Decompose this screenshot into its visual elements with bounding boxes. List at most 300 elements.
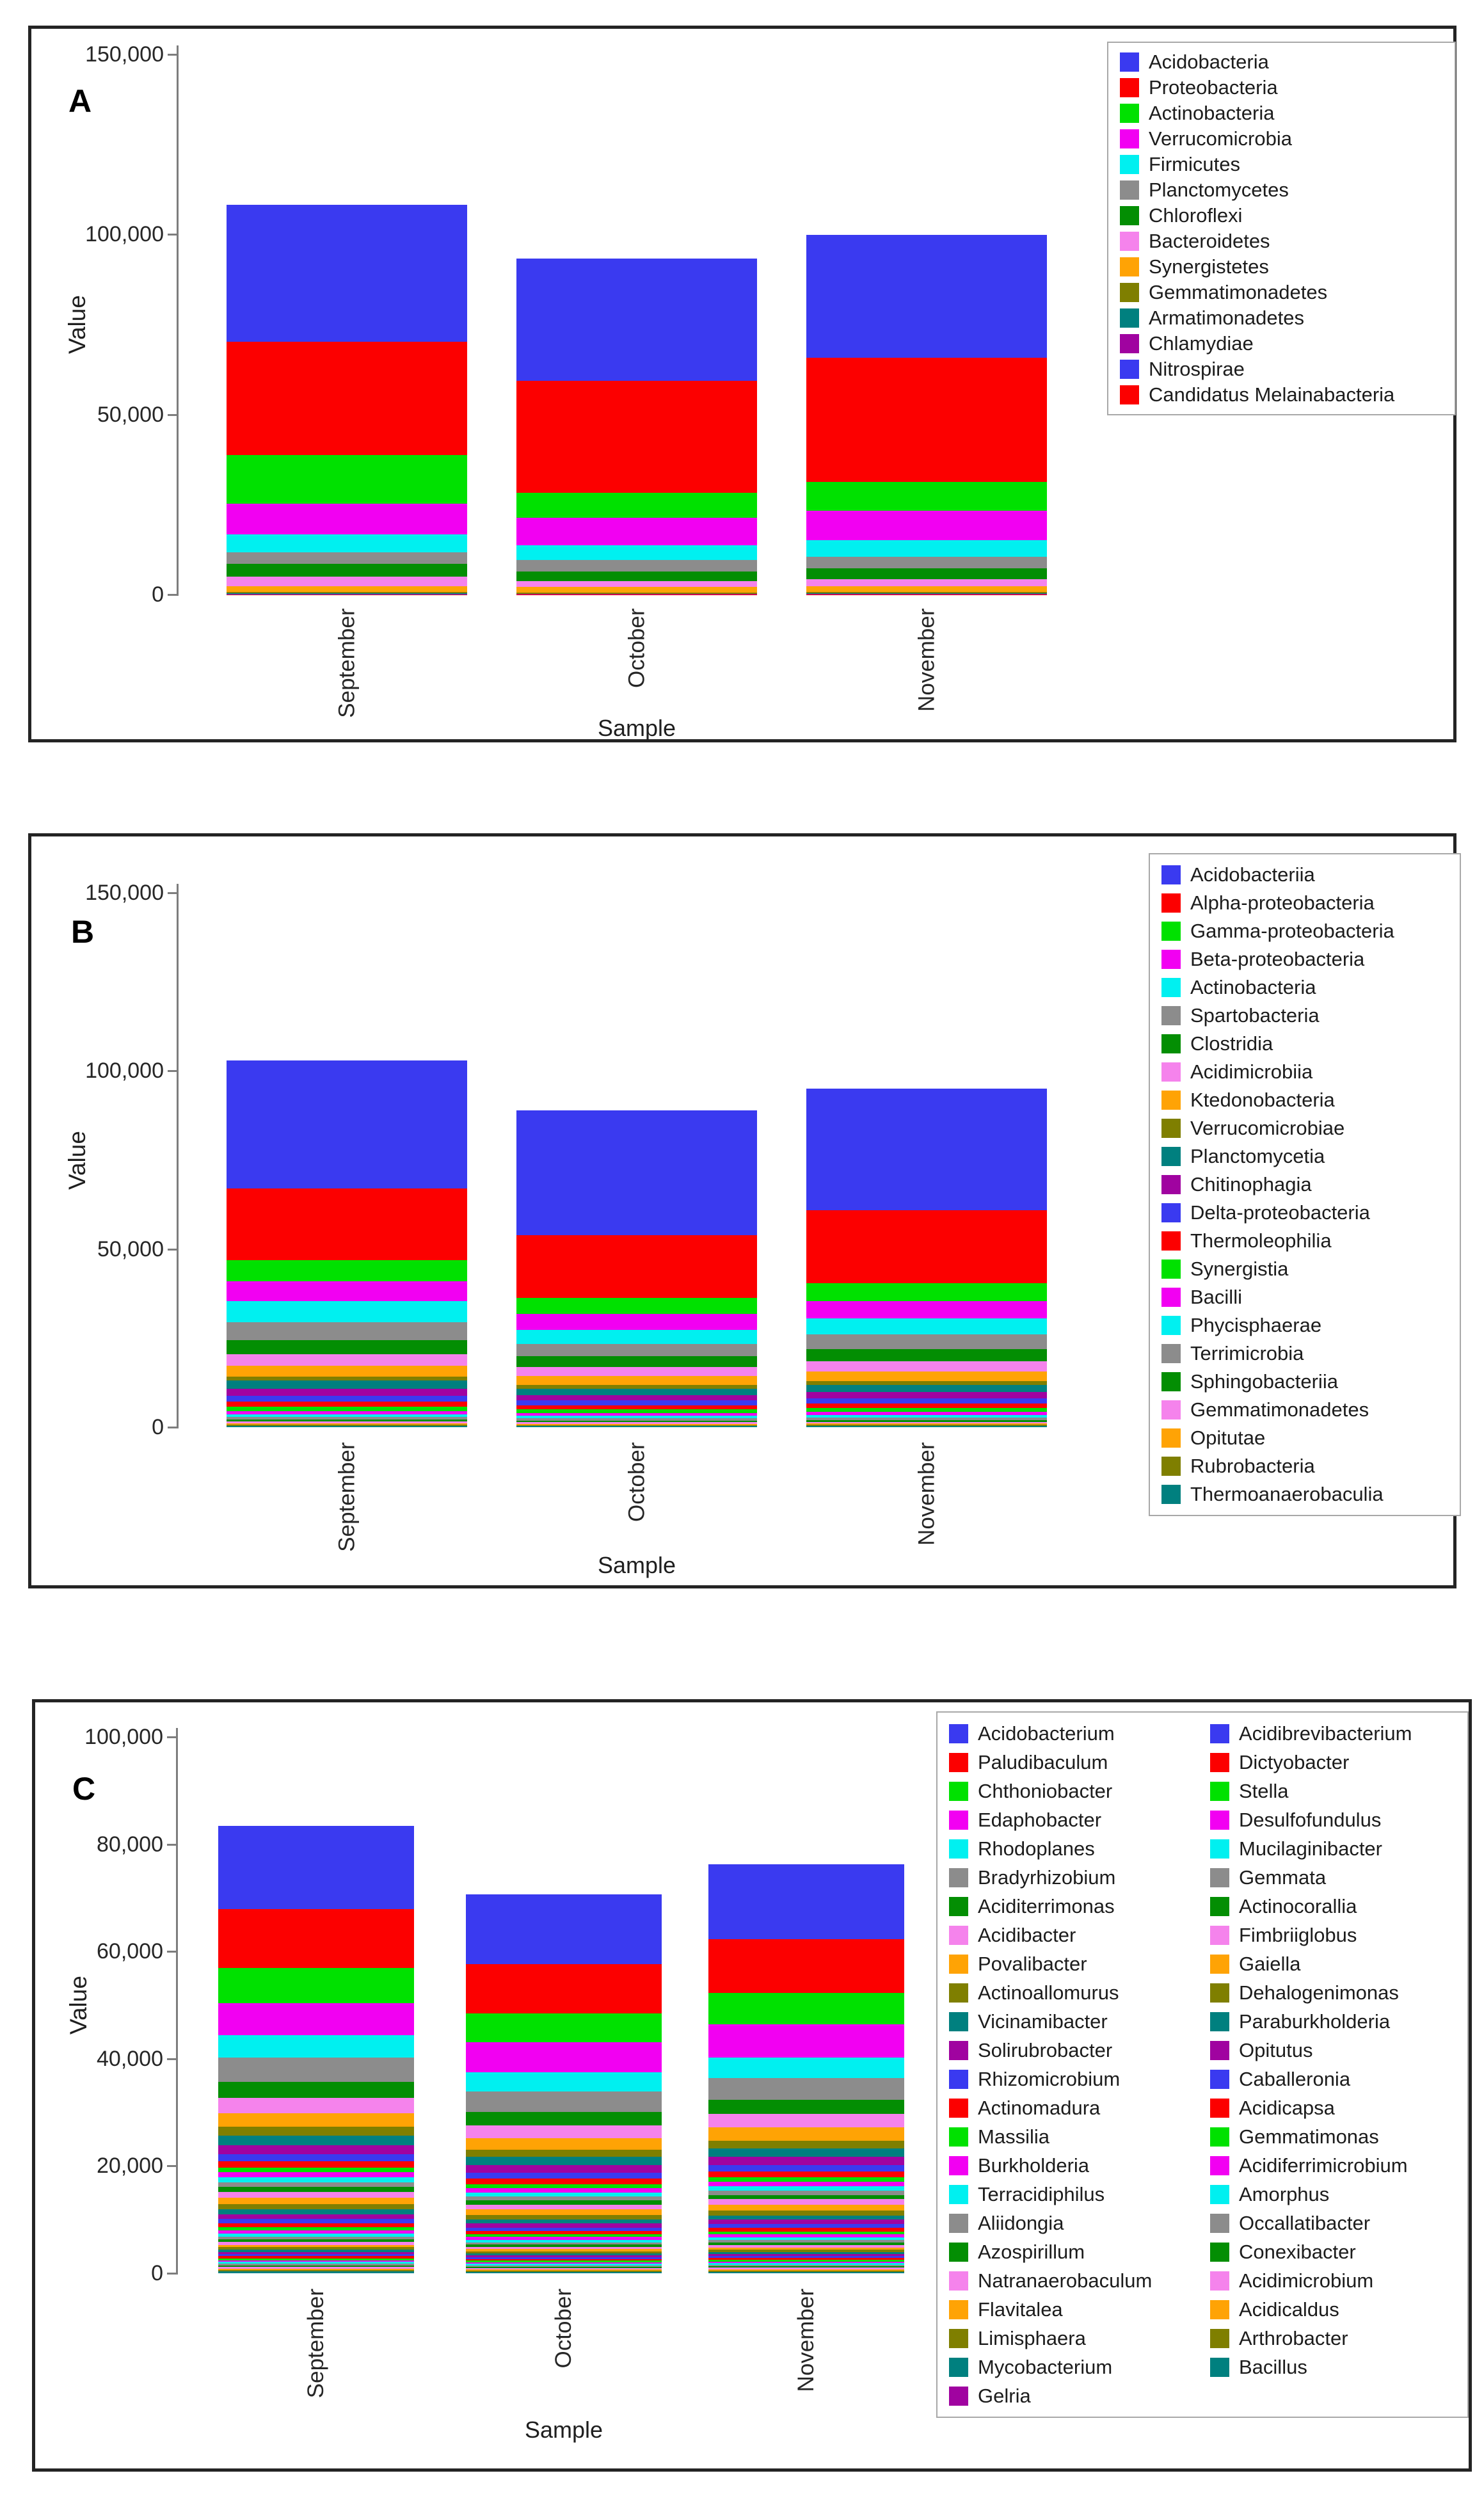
y-tick-label: 50,000 xyxy=(97,402,164,427)
bar-segment-chloroflexi xyxy=(806,568,1047,579)
bar-segment-actinobacteria xyxy=(227,455,467,504)
acidobacteria-swatch-icon xyxy=(1120,52,1139,72)
legend-label: Desulfofundulus xyxy=(1239,1808,1382,1831)
thermoanaerobaculia-swatch-icon xyxy=(1161,1485,1181,1504)
bar-october xyxy=(516,259,757,595)
legend-item xyxy=(1202,2209,1464,2237)
bar-segment-acidobacteriia xyxy=(227,1060,467,1188)
legend-item xyxy=(1202,1978,1464,2007)
rhodoplanes-swatch-icon xyxy=(949,1839,968,1859)
actinoallomurus-swatch-icon xyxy=(949,1983,968,2003)
legend-label: Massilia xyxy=(978,2125,1049,2148)
panel-a-y-axis-title: Value xyxy=(64,295,90,354)
bar-segment-planctomycetia xyxy=(806,1385,1047,1392)
bar-segment-proteobacteria xyxy=(227,342,467,455)
bar-segment-firmicutes xyxy=(806,540,1047,557)
bar-segment-chitinophagia xyxy=(516,1395,757,1401)
bar-segment-limisphaera xyxy=(466,2215,662,2219)
panel-b-x-axis-title: Sample xyxy=(597,1552,676,1578)
legend-item xyxy=(1112,382,1445,408)
bar-segment-firmicutes xyxy=(516,545,757,561)
bar-segment-thermoleophilia xyxy=(227,1402,467,1407)
legend-item xyxy=(1154,1255,1451,1283)
bar-segment-acidimicrobiia xyxy=(806,1361,1047,1371)
legend-label: Planctomycetia xyxy=(1190,1145,1325,1167)
bar-segment-rhodoplanes xyxy=(218,2035,414,2058)
bar-segment-acidobacterium xyxy=(708,1864,904,1939)
bar-segment-aciditerrimonas xyxy=(466,2112,662,2125)
firmicutes-swatch-icon xyxy=(1120,155,1139,174)
gelria-swatch-icon xyxy=(949,2387,968,2406)
bar-segment-thermoanaerobaculia xyxy=(806,1426,1047,1427)
x-tick-label-september: September xyxy=(334,1442,359,1552)
bar-segment-edaphobacter xyxy=(218,2003,414,2035)
y-tick xyxy=(168,1427,177,1428)
y-tick-label: 0 xyxy=(151,2261,163,2285)
legend-item xyxy=(941,1863,1202,1892)
bar-september xyxy=(218,1826,414,2273)
y-tick xyxy=(168,414,177,416)
panel-c xyxy=(32,1699,1472,2472)
bar-segment-acidobacteria xyxy=(227,205,467,342)
bar-segment-spartobacteria xyxy=(806,1334,1047,1348)
legend-item xyxy=(1112,75,1445,100)
bar-segment-vicinamibacter xyxy=(218,2136,414,2145)
legend-item xyxy=(1202,2324,1464,2353)
legend-label: Gemmatimonas xyxy=(1239,2125,1379,2148)
ktedonobacteria-swatch-icon xyxy=(1161,1091,1181,1110)
bar-segment-paludibaculum xyxy=(466,1964,662,2013)
bar-segment-burkholderia xyxy=(466,2188,662,2193)
acidibrevibacterium-swatch-icon xyxy=(1210,1724,1229,1743)
legend-item xyxy=(1112,280,1445,305)
legend-item xyxy=(1112,254,1445,280)
bar-segment-paludibaculum xyxy=(218,1909,414,1968)
legend-item xyxy=(1202,1863,1464,1892)
bar-segment-rhizomicrobium xyxy=(218,2154,414,2161)
bar-segment-planctomycetes xyxy=(806,557,1047,568)
legend-label: Acidicapsa xyxy=(1239,2096,1335,2119)
legend-item xyxy=(1154,1227,1451,1255)
dehalogenimonas-swatch-icon xyxy=(1210,1983,1229,2003)
legend-item xyxy=(941,1949,1202,1978)
gemmatimonadetes-swatch-icon xyxy=(1120,283,1139,302)
legend-label: Clostridia xyxy=(1190,1032,1273,1055)
bar-segment-verrucomicrobiae xyxy=(227,1377,467,1381)
bar-segment-actinomadura xyxy=(708,2171,904,2177)
bar-segment-bacteroidetes xyxy=(806,579,1047,586)
panel-b-legend xyxy=(1149,853,1461,1516)
legend-label: Ktedonobacteria xyxy=(1190,1089,1335,1111)
bar-october xyxy=(466,1894,662,2273)
legend-item xyxy=(1112,203,1445,228)
bar-segment-ktedonobacteria xyxy=(516,1376,757,1385)
legend-item xyxy=(1154,1142,1451,1171)
legend-label: Gemmatimonadetes xyxy=(1190,1398,1369,1421)
legend-item xyxy=(1154,1424,1451,1452)
bar-segment-acidobacterium xyxy=(218,1826,414,1909)
aciditerrimonas-swatch-icon xyxy=(949,1897,968,1916)
terrimicrobia-swatch-icon xyxy=(1161,1344,1181,1363)
y-tick xyxy=(168,1070,177,1072)
opitutae-swatch-icon xyxy=(1161,1428,1181,1448)
y-tick xyxy=(168,594,177,596)
bar-segment-bradyrhizobium xyxy=(708,2078,904,2100)
chthoniobacter-swatch-icon xyxy=(949,1782,968,1801)
acidicaldus-swatch-icon xyxy=(1210,2300,1229,2319)
legend-label: Paludibaculum xyxy=(978,1750,1108,1773)
legend-item xyxy=(941,1978,1202,2007)
legend-label: Amorphus xyxy=(1239,2182,1330,2205)
legend-label: Gelria xyxy=(978,2384,1031,2407)
bar-segment-gelria xyxy=(218,2214,414,2219)
legend-item xyxy=(1202,1748,1464,1777)
y-tick xyxy=(167,2273,177,2275)
legend-item xyxy=(1154,1368,1451,1396)
synergistetes-swatch-icon xyxy=(1120,257,1139,276)
legend-label: Limisphaera xyxy=(978,2326,1086,2349)
bar-segment-clostridia xyxy=(516,1356,757,1367)
legend-label: Dictyobacter xyxy=(1239,1750,1350,1773)
legend-label: Firmicutes xyxy=(1149,153,1240,175)
y-tick-label: 100,000 xyxy=(84,1725,163,1749)
y-tick xyxy=(168,1249,177,1251)
legend-item xyxy=(1202,2295,1464,2324)
legend-item xyxy=(1154,1199,1451,1227)
bar-segment-vicinamibacter xyxy=(466,2157,662,2165)
bar-segment-alpha-proteobacteria xyxy=(806,1210,1047,1283)
y-tick xyxy=(167,1844,177,1846)
panel-c-legend xyxy=(936,1711,1469,2418)
bar-segment-aliidongia xyxy=(218,2182,414,2187)
bar-segment-burkholderia xyxy=(218,2172,414,2177)
legend-label: Aliidongia xyxy=(978,2211,1064,2234)
bar-segment-delta-proteobacteria xyxy=(516,1400,757,1405)
mucilaginibacter-swatch-icon xyxy=(1210,1839,1229,1859)
bar-segment-delta-proteobacteria xyxy=(227,1396,467,1402)
legend-label: Arthrobacter xyxy=(1239,2326,1348,2349)
bar-segment-aciditerrimonas xyxy=(708,2100,904,2115)
rubrobacteria-swatch-icon xyxy=(1161,1457,1181,1476)
legend-item xyxy=(1154,973,1451,1002)
thermoleophilia-swatch-icon xyxy=(1161,1231,1181,1251)
legend-item xyxy=(1112,152,1445,177)
clostridia-swatch-icon xyxy=(1161,1034,1181,1053)
gemmata-swatch-icon xyxy=(1210,1868,1229,1887)
legend-label: Occallatibacter xyxy=(1239,2211,1371,2234)
bar-segment-rhizomicrobium xyxy=(708,2165,904,2171)
bar-segment-acidibrevibacterium xyxy=(218,2219,414,2223)
panel-b-y-axis-title: Value xyxy=(64,1130,90,1190)
bar-segment-planctomycetia xyxy=(516,1389,757,1395)
bar-segment-flavitalea xyxy=(708,2205,904,2211)
alpha-proteobacteria-swatch-icon xyxy=(1161,893,1181,913)
legend-label: Opitutae xyxy=(1190,1427,1266,1449)
bar-segment-chloroflexi xyxy=(227,564,467,577)
panel-b-label: B xyxy=(71,914,95,950)
aliidongia-swatch-icon xyxy=(949,2214,968,2233)
occallatibacter-swatch-icon xyxy=(1210,2214,1229,2233)
legend-item xyxy=(1202,1834,1464,1863)
legend-item xyxy=(1112,100,1445,126)
acidimicrobiia-swatch-icon xyxy=(1161,1062,1181,1082)
y-tick xyxy=(168,892,177,894)
bar-segment-natranaerobaculum xyxy=(708,2199,904,2204)
candidatus-melainabacteria-swatch-icon xyxy=(1120,385,1139,404)
bar-segment-natranaerobaculum xyxy=(466,2205,662,2210)
planctomycetes-swatch-icon xyxy=(1120,180,1139,200)
bar-segment-clostridia xyxy=(806,1349,1047,1361)
bar-segment-delta-proteobacteria xyxy=(806,1398,1047,1403)
legend-label: Rubrobacteria xyxy=(1190,1455,1315,1477)
legend-item xyxy=(941,2036,1202,2065)
legend-label: Acidicaldus xyxy=(1239,2298,1339,2321)
panel-b-y-axis-line xyxy=(177,884,179,1428)
legend-item xyxy=(1154,1452,1451,1480)
acidobacteriia-swatch-icon xyxy=(1161,865,1181,884)
massilia-swatch-icon xyxy=(949,2127,968,2147)
panel-a xyxy=(28,26,1456,742)
legend-label: Acidibacter xyxy=(978,1923,1076,1946)
bar-segment-rhodoplanes xyxy=(708,2058,904,2078)
legend-label: Alpha-proteobacteria xyxy=(1190,892,1375,914)
bar-segment-chitinophagia xyxy=(227,1389,467,1396)
bacteroidetes-swatch-icon xyxy=(1120,232,1139,251)
legend-item xyxy=(1154,1480,1451,1508)
planctomycetia-swatch-icon xyxy=(1161,1147,1181,1166)
legend-label: Flavitalea xyxy=(978,2298,1063,2321)
dictyobacter-swatch-icon xyxy=(1210,1753,1229,1772)
acidiferrimicrobium-swatch-icon xyxy=(1210,2156,1229,2175)
bar-segment-thermoleophilia xyxy=(516,1405,757,1410)
bar-segment-alpha-proteobacteria xyxy=(516,1235,757,1297)
bar-segment-proteobacteria xyxy=(516,381,757,492)
legend-label: Armatimonadetes xyxy=(1149,307,1304,329)
gemmatimonas-swatch-icon xyxy=(1210,2127,1229,2147)
bar-segment-bacteroidetes xyxy=(227,577,467,586)
bar-november xyxy=(708,1864,904,2273)
caballeronia-swatch-icon xyxy=(1210,2070,1229,2089)
bar-september xyxy=(227,1060,467,1427)
legend-label: Chloroflexi xyxy=(1149,204,1243,227)
legend-item xyxy=(1202,2093,1464,2122)
legend-label: Chitinophagia xyxy=(1190,1173,1312,1196)
bar-segment-gamma-proteobacteria xyxy=(806,1283,1047,1301)
actinobacteria-swatch-icon xyxy=(1120,104,1139,123)
legend-item xyxy=(1202,1777,1464,1805)
bar-segment-alpha-proteobacteria xyxy=(227,1188,467,1259)
vicinamibacter-swatch-icon xyxy=(949,2012,968,2031)
bar-segment-vicinamibacter xyxy=(708,2148,904,2157)
gemmatimonadetes-swatch-icon xyxy=(1161,1400,1181,1419)
legend-item xyxy=(941,2209,1202,2237)
bar-segment-gamma-proteobacteria xyxy=(516,1298,757,1314)
legend-item xyxy=(1202,2122,1464,2151)
beta-proteobacteria-swatch-icon xyxy=(1161,950,1181,969)
x-tick-label-september: September xyxy=(334,608,359,718)
paludibaculum-swatch-icon xyxy=(949,1753,968,1772)
bar-segment-bacillus xyxy=(708,2272,904,2273)
legend-label: Thermoleophilia xyxy=(1190,1229,1332,1252)
bar-segment-chthoniobacter xyxy=(708,1993,904,2024)
y-tick-label: 0 xyxy=(152,1415,164,1439)
povalibacter-swatch-icon xyxy=(949,1955,968,1974)
legend-item xyxy=(1112,177,1445,203)
bar-segment-rhodoplanes xyxy=(466,2072,662,2091)
bacilli-swatch-icon xyxy=(1161,1288,1181,1307)
synergistia-swatch-icon xyxy=(1161,1259,1181,1279)
bar-segment-mycobacterium xyxy=(708,2216,904,2220)
nitrospirae-swatch-icon xyxy=(1120,360,1139,379)
panel-b xyxy=(28,833,1456,1588)
legend-column xyxy=(1112,49,1445,408)
legend-item xyxy=(1202,2151,1464,2180)
bar-segment-acidibacter xyxy=(218,2098,414,2113)
legend-item xyxy=(1154,1339,1451,1368)
legend-label: Vicinamibacter xyxy=(978,2010,1108,2033)
bar-segment-verrucomicrobia xyxy=(227,504,467,534)
bar-segment-acidimicrobiia xyxy=(227,1354,467,1366)
legend-column xyxy=(1154,861,1451,1508)
bar-segment-actinomadura xyxy=(466,2179,662,2184)
bar-segment-synergistetes xyxy=(806,586,1047,593)
opitutus-swatch-icon xyxy=(1210,2041,1229,2060)
legend-item xyxy=(941,1805,1202,1834)
legend-item xyxy=(1154,945,1451,973)
legend-label: Bacteroidetes xyxy=(1149,230,1270,252)
legend-item xyxy=(1112,356,1445,382)
bar-segment-solirubrobacter xyxy=(466,2165,662,2173)
legend-item xyxy=(941,1892,1202,1921)
bar-segment-aliidongia xyxy=(708,2191,904,2195)
legend-column xyxy=(941,1719,1202,2410)
legend-label: Bradyrhizobium xyxy=(978,1866,1116,1889)
y-tick xyxy=(167,2165,177,2167)
legend-item xyxy=(1202,1892,1464,1921)
chlamydiae-swatch-icon xyxy=(1120,334,1139,353)
legend-label: Conexibacter xyxy=(1239,2240,1356,2263)
bar-segment-acidibacter xyxy=(466,2125,662,2138)
bar-segment-bacillus xyxy=(218,2271,414,2273)
delta-proteobacteria-swatch-icon xyxy=(1161,1203,1181,1222)
legend-label: Proteobacteria xyxy=(1149,76,1278,99)
bar-segment-actinobacteria xyxy=(227,1301,467,1322)
legend-label: Nitrospirae xyxy=(1149,358,1245,380)
legend-label: Gaiella xyxy=(1239,1952,1301,1975)
legend-item xyxy=(1154,1283,1451,1311)
bar-segment-natranaerobaculum xyxy=(218,2192,414,2198)
legend-label: Rhodoplanes xyxy=(978,1837,1095,1860)
proteobacteria-swatch-icon xyxy=(1120,78,1139,97)
bar-segment-bacillus xyxy=(466,2272,662,2273)
actinocorallia-swatch-icon xyxy=(1210,1897,1229,1916)
stella-swatch-icon xyxy=(1210,1782,1229,1801)
x-tick-label-october: October xyxy=(624,608,649,688)
bar-november xyxy=(806,1089,1047,1427)
legend-label: Terrimicrobia xyxy=(1190,1342,1304,1364)
legend-label: Actinocorallia xyxy=(1239,1894,1357,1917)
legend-label: Stella xyxy=(1239,1779,1289,1802)
legend-item xyxy=(1112,331,1445,356)
legend-label: Phycisphaerae xyxy=(1190,1314,1322,1336)
bradyrhizobium-swatch-icon xyxy=(949,1868,968,1887)
bar-segment-burkholderia xyxy=(708,2182,904,2187)
bar-segment-chloroflexi xyxy=(516,572,757,581)
bar-segment-ktedonobacteria xyxy=(806,1371,1047,1381)
x-tick-label-october: October xyxy=(551,2289,576,2369)
legend-label: Natranaerobaculum xyxy=(978,2269,1153,2292)
legend-label: Acidimicrobiia xyxy=(1190,1060,1313,1083)
legend-label: Actinomadura xyxy=(978,2096,1101,2119)
solirubrobacter-swatch-icon xyxy=(949,2041,968,2060)
legend-label: Candidatus Melainabacteria xyxy=(1149,383,1395,406)
bar-segment-povalibacter xyxy=(708,2127,904,2140)
legend-item xyxy=(941,2180,1202,2209)
bar-segment-paludibaculum xyxy=(708,1939,904,1993)
bar-segment-actinoallomurus xyxy=(466,2150,662,2157)
legend-item xyxy=(941,2324,1202,2353)
legend-label: Caballeronia xyxy=(1239,2067,1351,2090)
bar-segment-bacteroidetes xyxy=(516,581,757,588)
edaphobacter-swatch-icon xyxy=(949,1811,968,1830)
y-tick-label: 20,000 xyxy=(97,2154,163,2179)
legend-item xyxy=(1202,2007,1464,2036)
x-tick-label-october: October xyxy=(624,1442,649,1522)
y-tick xyxy=(168,54,177,56)
legend-item xyxy=(941,1777,1202,1805)
panel-a-y-axis-line xyxy=(177,45,179,596)
legend-item xyxy=(1202,2180,1464,2209)
panel-a-legend xyxy=(1107,42,1456,415)
legend-item xyxy=(1154,1171,1451,1199)
legend-label: Dehalogenimonas xyxy=(1239,1981,1399,2004)
legend-item xyxy=(941,2151,1202,2180)
bar-segment-bradyrhizobium xyxy=(218,2058,414,2082)
chloroflexi-swatch-icon xyxy=(1120,206,1139,225)
bar-segment-acidobacteria xyxy=(806,235,1047,357)
bar-segment-beta-proteobacteria xyxy=(516,1314,757,1330)
fimbriiglobus-swatch-icon xyxy=(1210,1926,1229,1945)
bar-segment-acidobacteriia xyxy=(806,1089,1047,1210)
y-tick-label: 100,000 xyxy=(85,1059,164,1084)
legend-item xyxy=(941,1719,1202,1748)
conexibacter-swatch-icon xyxy=(1210,2243,1229,2262)
bar-segment-azospirillum xyxy=(218,2187,414,2192)
bar-segment-actinobacteria xyxy=(516,493,757,518)
legend-label: Planctomycetes xyxy=(1149,179,1289,201)
legend-item xyxy=(1154,1058,1451,1086)
legend-item xyxy=(941,2007,1202,2036)
bar-segment-solirubrobacter xyxy=(218,2145,414,2154)
bar-segment-actinobacteria xyxy=(516,1330,757,1344)
bar-segment-solirubrobacter xyxy=(708,2157,904,2165)
legend-item xyxy=(1154,1002,1451,1030)
legend-item xyxy=(941,2353,1202,2381)
legend-item xyxy=(1202,2266,1464,2295)
spartobacteria-swatch-icon xyxy=(1161,1006,1181,1025)
bar-segment-aciditerrimonas xyxy=(218,2082,414,2098)
bar-november xyxy=(806,235,1047,595)
rhizomicrobium-swatch-icon xyxy=(949,2070,968,2089)
legend-label: Synergistia xyxy=(1190,1258,1289,1280)
acidibacter-swatch-icon xyxy=(949,1926,968,1945)
bar-segment-povalibacter xyxy=(466,2138,662,2150)
legend-label: Verrucomicrobiae xyxy=(1190,1117,1345,1139)
legend-label: Paraburkholderia xyxy=(1239,2010,1391,2033)
panel-a-label: A xyxy=(68,83,92,119)
amorphus-swatch-icon xyxy=(1210,2185,1229,2204)
legend-label: Chlamydiae xyxy=(1149,332,1254,355)
